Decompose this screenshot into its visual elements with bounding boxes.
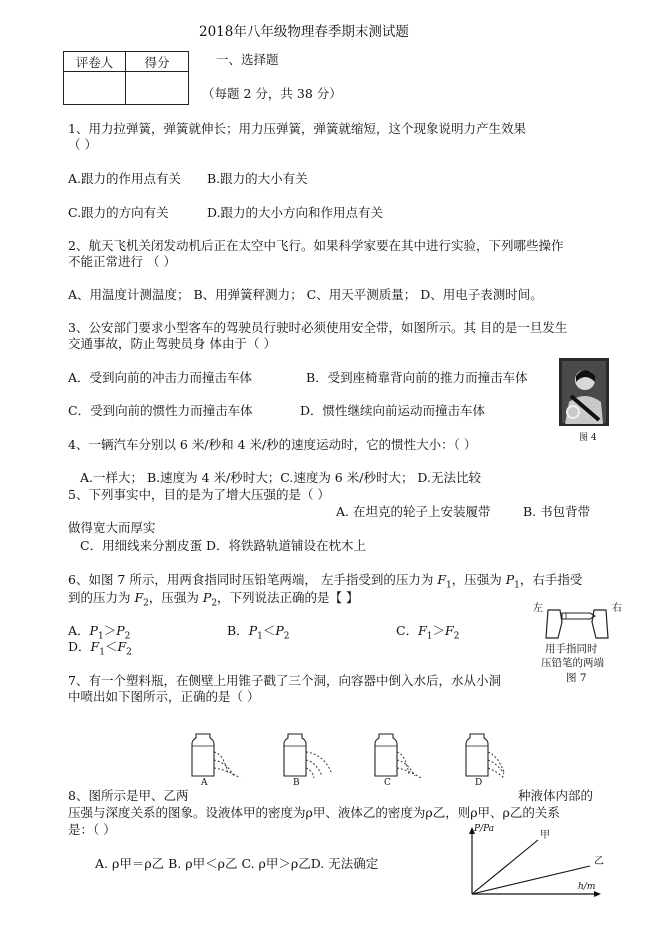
q3-option-b: B．受到座椅靠背向前的推力而撞击车体 — [306, 370, 528, 385]
q8-stem-line1a: 8、图所示是甲、乙两 — [68, 788, 189, 803]
q3-stem-line2: 交通事故，防止驾驶员身 体由于（ ） — [68, 336, 276, 351]
q5-option-b: B. 书包背带 — [523, 504, 591, 519]
q6-option-d: D．$F_1<F_2$ — [68, 639, 132, 658]
fig7-right-label: 右 — [612, 603, 622, 614]
q1-stem-line2: （ ） — [68, 137, 97, 152]
bottle-figure-d — [462, 732, 522, 782]
q2-stem-line2: 不能正常进行 （ ） — [68, 254, 176, 269]
q6-stem-line1: 6、如图 7 所示，用两食指同时压铅笔两端， 左手指受到的压力为 $F_1$，压强为 $P_1$，右手指受 — [68, 572, 583, 591]
q3-option-d: D．惯性继续向前运动而撞击车体 — [300, 403, 486, 418]
q1-option-c: C.跟力的方向有关 — [68, 205, 169, 220]
bottle-figure-a — [188, 732, 248, 782]
q6-option-c: C．$F_1>F_2$ — [396, 623, 460, 642]
grader-cell[interactable] — [64, 72, 126, 105]
bottle-label-c: C — [384, 778, 391, 788]
q6-option-b: B．$P_1<P_2$ — [227, 623, 290, 642]
q5-stem: 5、下列事实中，目的是为了增大压强的是（ ） — [68, 487, 330, 502]
score-cell[interactable] — [126, 72, 189, 105]
q4-stem: 4、一辆汽车分别以 6 米/秒和 4 米/秒的速度运动时，它的惯性大小：（ ） — [68, 437, 477, 452]
fig7-caption-line1: 用手指同时 — [545, 643, 598, 655]
bottle-figure-b — [280, 732, 340, 782]
grader-header: 评卷人 — [64, 52, 126, 72]
exam-title: 2018年八年级物理春季期末测试题 — [199, 24, 409, 40]
driver-seatbelt-figure — [559, 358, 609, 426]
graph-x-label: h/m — [578, 882, 596, 892]
q8-stem-line1b: 种液体内部的 — [518, 788, 594, 803]
fig7-caption-line2: 压铅笔的两端 — [541, 657, 604, 669]
section-note: （每题 2 分，共 38 分） — [202, 86, 342, 101]
bottle-label-b: B — [293, 778, 300, 788]
q4-options: A.一样大； B.速度为 4 米/秒时大；C.速度为 6 米/秒时大； D.无法比较 — [80, 470, 481, 485]
section-title: 一、选择题 — [216, 52, 279, 67]
q7-stem-line1: 7、有一个塑料瓶，在侧壁上用锥子戳了三个洞，向容器中倒入水后，水从小洞 — [68, 673, 501, 688]
fig7-label: 图 7 — [566, 672, 587, 684]
q8-stem-line3: 是：（ ） — [68, 822, 116, 837]
graph-line-jia-label: 甲 — [540, 830, 550, 841]
score-header: 得分 — [126, 52, 189, 72]
q8-options: A. ρ甲＝ρ乙 B. ρ甲＜ρ乙 C. ρ甲＞ρ乙D. 无法确定 — [95, 856, 379, 871]
q5-option-b-cont: 做得宽大而厚实 — [68, 520, 156, 535]
bottle-figure-c — [371, 732, 431, 782]
q3-stem-line1: 3、公安部门要求小型客车的驾驶员行驶时必须使用安全带，如图所示。其 目的是一旦发生 — [68, 320, 568, 335]
q5-option-a: A. 在坦克的轮子上安装履带 — [336, 504, 491, 519]
q1-stem-line1: 1、用力拉弹簧，弹簧就伸长；用力压弹簧，弹簧就缩短，这个现象说明力产生效果 — [68, 121, 526, 136]
graph-line-yi-label: 乙 — [594, 856, 604, 867]
score-table — [63, 51, 189, 105]
q3-option-a: A．受到向前的冲击力而撞击车体 — [68, 370, 253, 385]
q7-stem-line2: 中喷出如下图所示，正确的是（ ） — [68, 689, 260, 704]
q8-stem-line2: 压强与深度关系的图象。设液体甲的密度为ρ甲、液体乙的密度为ρ乙，则ρ甲、ρ乙的关系 — [68, 805, 560, 820]
q2-stem-line1: 2、航天飞机关闭发动机后正在太空中飞行。如果科学家要在其中进行实验，下列哪些操作 — [68, 238, 564, 253]
bottle-label-d: D — [475, 778, 483, 788]
q2-options: A、用温度计测温度； B、用弹簧秤测力； C、用天平测质量； D、用电子表测时间。 — [68, 287, 543, 302]
q3-option-c: C．受到向前的惯性力而撞击车体 — [68, 403, 253, 418]
q1-option-d: D.跟力的大小方向和作用点有关 — [207, 205, 384, 220]
fig4-label: 图 4 — [579, 433, 597, 443]
bottle-label-a: A — [201, 778, 208, 788]
pencil-fingers-figure — [540, 600, 615, 640]
fig7-left-label: 左 — [533, 603, 543, 614]
q1-option-a: A.跟力的作用点有关 — [68, 171, 182, 186]
q6-stem-line2: 到的压力为 $F_2$，压强为 $P_2$，下列说法正确的是【 】 — [68, 590, 359, 609]
q5-options-cd: C．用细线来分割皮蛋 D．将铁路轨道铺设在枕木上 — [80, 538, 367, 553]
graph-y-label: P/Pa — [474, 824, 495, 834]
q6-option-a: A．$P_1>P_2$ — [68, 623, 131, 642]
q1-option-b: B.跟力的大小有关 — [207, 171, 308, 186]
